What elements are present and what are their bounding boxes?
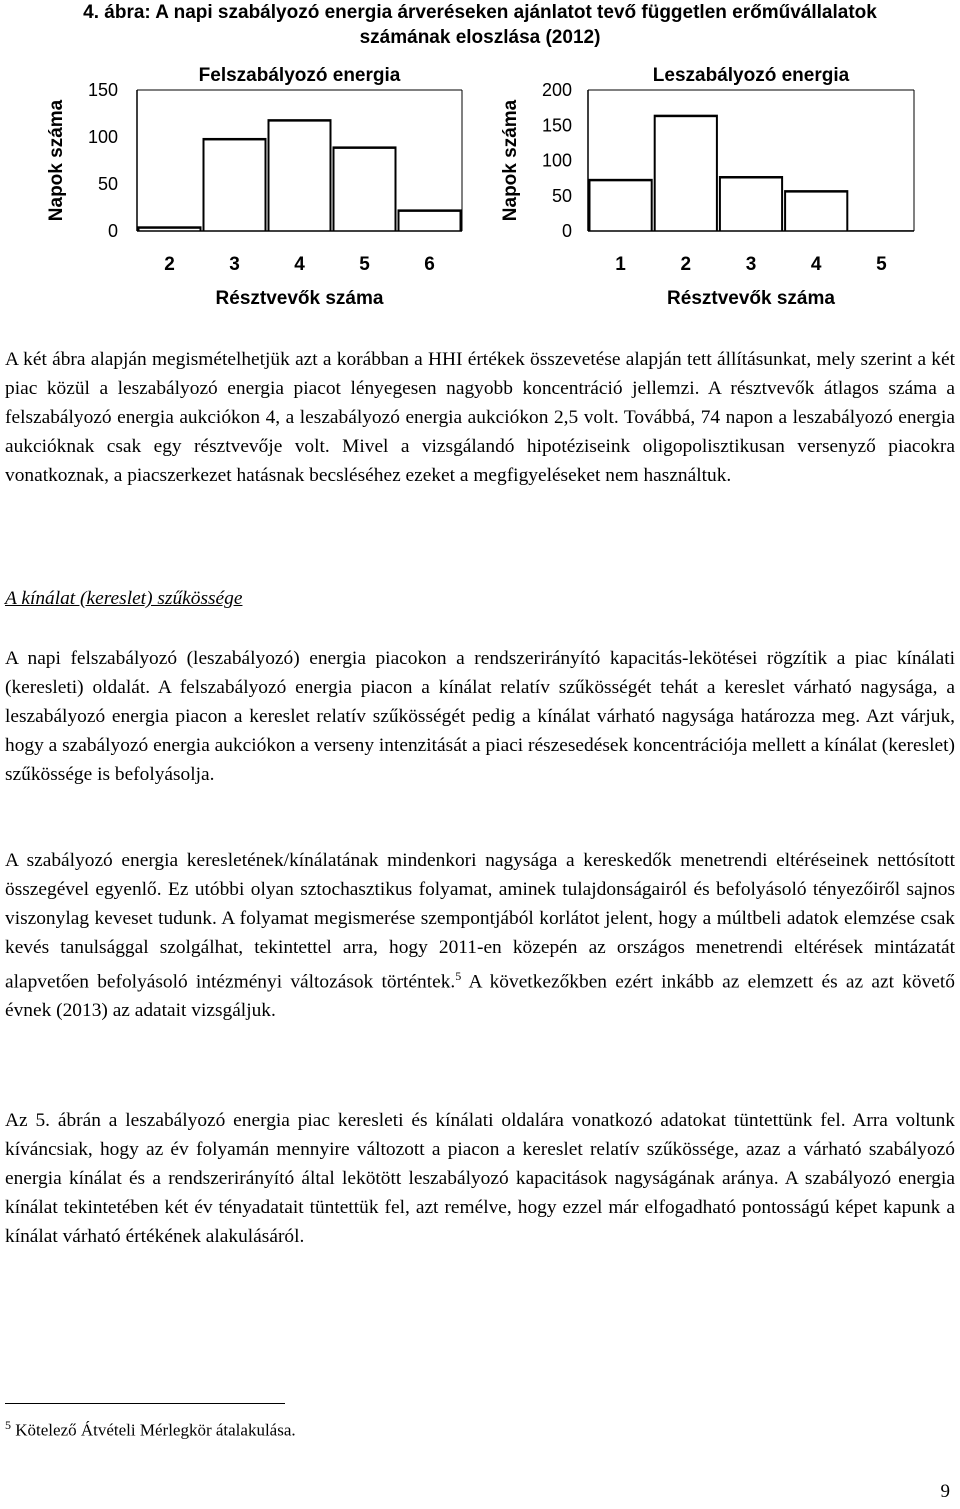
y-axis-title: Napok száma xyxy=(500,99,521,222)
y-tick-label: 100 xyxy=(87,127,118,147)
footnote-ref: 5 xyxy=(455,969,462,983)
y-tick-label: 200 xyxy=(541,80,572,100)
y-axis-title: Napok száma xyxy=(46,99,67,222)
section-heading: A kínálat (kereslet) szűkössége xyxy=(5,588,243,609)
x-tick-label: 2 xyxy=(680,254,692,275)
x-tick-label: 6 xyxy=(424,254,435,275)
paragraph-3-part-a: A szabályozó energia keresletének/kínálatának mindenkori nagysága a kereskedők menetrendi eltéréseinek nettósított összegével egyenlő. Ez utóbbi olyan sztochasztikus folyamat, aminek tulajdonságairól és befolyásoló tényezőiről sajnos viszonylag keveset tudunk. A folyamat megismerése szempontjából korlátot jelent, hogy a múltbeli adatok elemzése csak kevés tanulsággal szolgálhat, tekintettel arra, hogy 2011-en közepén az országos menetrendi eltérések mintázatát alapvetően befolyásoló intézményi változások történtek. xyxy=(5,850,955,993)
x-tick-label: 4 xyxy=(294,254,305,275)
bar-fill-3 xyxy=(721,179,781,231)
y-tick-label: 50 xyxy=(551,185,572,206)
footnote-number: 5 xyxy=(5,1418,11,1432)
chart-title: Leszabályozó energia xyxy=(652,65,850,86)
x-tick-label: 5 xyxy=(359,254,370,275)
chart-felszabalyozo xyxy=(46,65,462,309)
figure-title-line1: 4. ábra: A napi szabályozó energia árveréseken ajánlatot tevő független erőművállalatok xyxy=(83,2,877,23)
bar-fill-4 xyxy=(786,193,846,231)
paragraph-3-part-b: A következőkben ezért inkább az elemzett és az azt követő évnek (2013) az adatait vizsgáljuk. xyxy=(5,971,955,1022)
footnote-rule xyxy=(5,1403,285,1404)
x-tick-label: 3 xyxy=(745,254,757,275)
y-tick-label: 100 xyxy=(541,150,572,171)
bar-fill-4 xyxy=(270,122,330,231)
y-tick-label: 0 xyxy=(107,221,118,241)
bar-fill-1 xyxy=(591,181,651,231)
x-axis-title: Résztvevők száma xyxy=(215,288,384,309)
figure-title xyxy=(0,0,960,50)
bar-fill-2 xyxy=(656,117,716,231)
paragraph-2: A napi felszabályozó (leszabályozó) energia piacokon a rendszerirányító kapacitás-lekötései rögzítik a piac kínálati (keresleti) oldalát. A felszabályozó energia piacon a kínálat relatív szűkösségét tehát a kereslet várható nagysága, a leszabályozó energia piacon a kereslet relatív szűkösségét pedig a kínálat várható nagysága határozza meg. Azt várjuk, hogy a szabályozó energia aukciókon a verseny intenzitását a piaci részesedések koncentrációja mellett a kínálat (kereslet) szűkössége is befolyásolja. xyxy=(5,648,955,785)
figure-charts xyxy=(0,55,960,320)
paragraph-1: A két ábra alapján megismételhetjük azt a korábban a HHI értékek összevetése alapján tett állításunkat, mely szerint a két piac közül a leszabályozó energia piacot lényegesen nagyobb koncentráció jellemzi. A résztvevők átlagos száma a felszabályozó energia aukciókon 4, a leszabályozó energia aukciókon 2,5 volt. Továbbá, 74 napon a leszabályozó energia aukcióknak csak egy résztvevője volt. Mivel a vizsgálandó hipotéziseink oligopolisztikusan versenyző piacokra vonatkoznak, a piacszerkezet hatásnak becsléséhez ezeket a megfigyeléseket nem használtuk. xyxy=(5,349,955,486)
y-tick-label: 150 xyxy=(87,80,118,100)
x-tick-label: 1 xyxy=(615,254,626,275)
paragraph-3 xyxy=(5,846,955,1025)
x-tick-label: 5 xyxy=(876,254,887,275)
bar-fill-5 xyxy=(335,149,395,231)
x-tick-label: 3 xyxy=(229,254,240,275)
x-tick-label: 2 xyxy=(164,254,175,275)
y-tick-label: 0 xyxy=(561,221,572,241)
bar-fill-3 xyxy=(205,140,265,231)
x-axis-title: Résztvevők száma xyxy=(667,288,835,309)
bar-fill-6 xyxy=(400,212,460,231)
page-number: 9 xyxy=(940,1481,950,1502)
chart-title: Felszabályozó energia xyxy=(198,65,401,86)
x-tick-label: 4 xyxy=(810,254,822,275)
footnote xyxy=(5,1418,296,1441)
y-tick-label: 50 xyxy=(97,174,118,194)
paragraph-4: Az 5. ábrán a leszabályozó energia piac keresleti és kínálati oldalára vonatkozó adatokat tüntettünk fel. Arra voltunk kíváncsiak, hogy az év folyamán mennyire változott a piacon a kereslet relatív szűkössége, azaz a várható szabályozó energia kínálat és a rendszerirányító által lekötött leszabályozó kapacitások nagyságának aránya. A szabályozó energia kínálat tekintetében két év tényadatait tüntettük fel, azt remélve, hogy ezzel már elfogadható pontosságú képet kapunk a kínálat várható értékének alakulásáról. xyxy=(5,1110,955,1247)
footnote-text: Kötelező Átvételi Mérlegkör átalakulása. xyxy=(11,1420,296,1440)
figure-title-line2: számának eloszlása (2012) xyxy=(359,27,601,48)
chart-leszabalyozo xyxy=(500,65,914,309)
y-tick-label: 150 xyxy=(541,115,572,136)
